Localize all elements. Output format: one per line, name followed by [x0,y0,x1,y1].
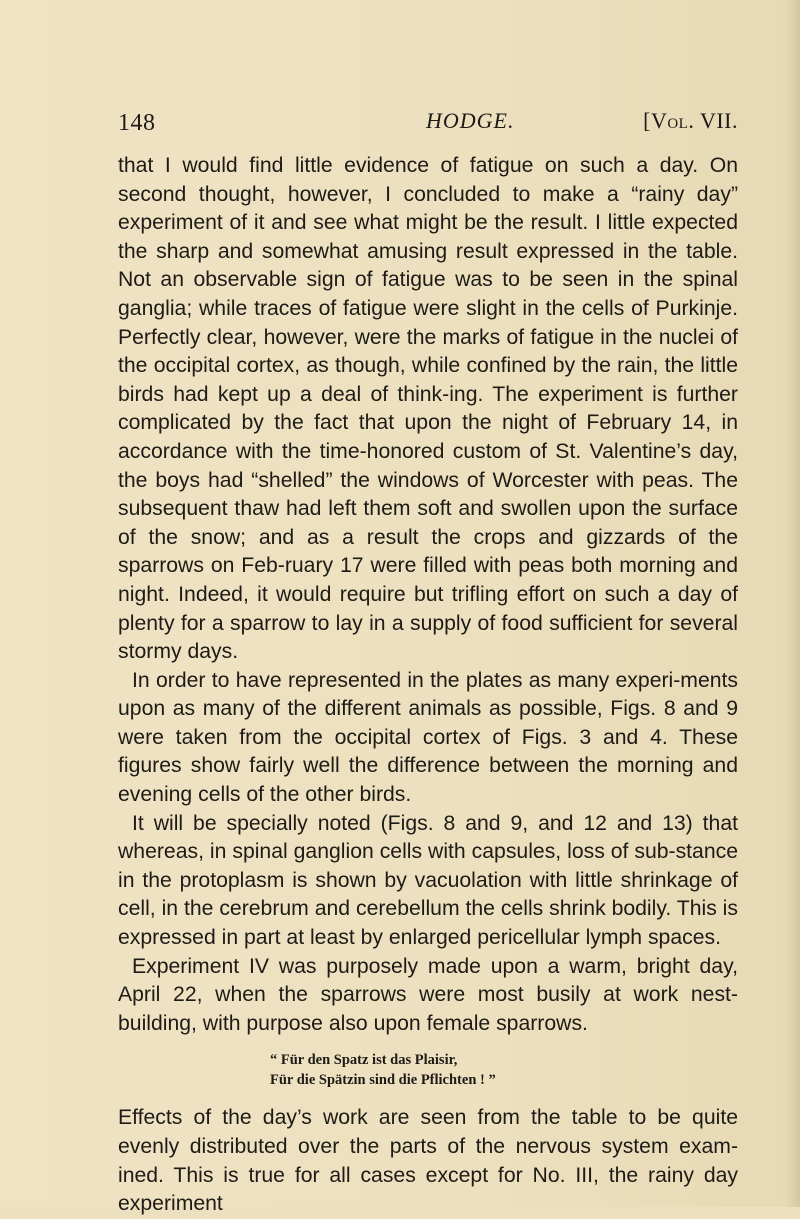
running-head-volume: [Vol. VII. [643,108,738,133]
closing-paragraph: Effects of the day’s work are seen from the table to be quite evenly distributed over the parts of the nervous system exam-ined. This is true for all cases except for No. III, the rainy day experiment [118,1106,738,1216]
paragraph-2: In order to have represented in the plates as many experi-ments upon as many of the different animals as possible, Figs. 8 and 9 were taken from the occipital cortex of Figs. 3 and 4. These figures show fairly well the difference between the morning and evening cells of the other birds. [118,668,738,807]
quote-line-2: Für die Spätzin sind die Pflichten ! ” [270,1072,496,1089]
running-head [118,108,738,144]
running-head-title: HODGE. [426,108,515,133]
page-number: 148 [118,110,156,136]
quote-line-1: “ Für den Spatz ist das Plaisir, [270,1052,458,1069]
body-text [118,152,738,1219]
paragraph-4: Experiment IV was purposely made upon a warm, bright day, April 22, when the sparrows were most busily at work nest-building, with purpose also upon female sparrows. [118,954,738,1035]
paragraph-3: It will be specially noted (Figs. 8 and 9, and 12 and 13) that whereas, in spinal ganglion cells with capsules, loss of sub-stance in the protoplasm is shown by vacuolation with little shrinkage of cell, in the cerebrum and cerebellum the cells shrink bodily. This is expressed in part at least by enlarged pericellular lymph spaces. [118,811,738,950]
page-edge-shadow [786,0,800,1207]
german-quote [118,1050,738,1090]
paragraph-1: that I would find little evidence of fatigue on such a day. On second thought, however, I concluded to make a “rainy day” experiment of it and see what might be the result. I little expected the sharp and somewhat amusing result expressed in the table. Not an observable sign of fatigue was to be seen in the spinal ganglia; while traces of fatigue were slight in the cells of Purkinje. Perfectly clear, however, were the marks of fatigue in the nuclei of the occipital cortex, as though, while confined by the rain, the little birds had kept up a deal of think-ing. The experiment is further complicated by the fact that upon the night of February 14, in accordance with the time-honored custom of St. Valentine’s day, the boys had “shelled” the windows of Worcester with peas. The subsequent thaw had left them soft and swollen upon the surface of the snow; and as a result the crops and gizzards of the sparrows on Feb-ruary 17 were filled with peas both morning and night. Indeed, it would require but trifling effort on such a day of plenty for a sparrow to lay in a supply of food sufficient for several stormy days. [118,154,738,664]
